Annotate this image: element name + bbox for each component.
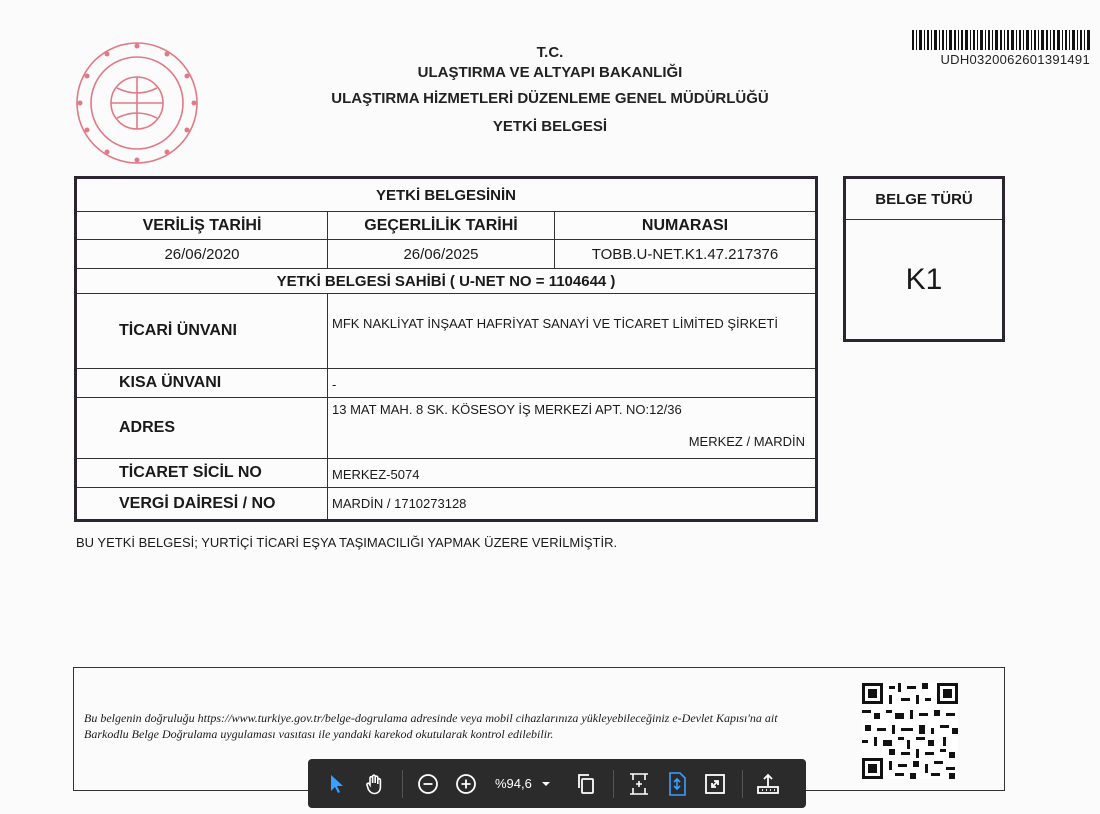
valid-date: 26/06/2025 [327,240,554,268]
header-tc: T.C. [536,44,564,61]
zoom-in-icon[interactable] [451,769,481,799]
pdf-toolbar [308,759,806,808]
document-type-value: K1 [905,263,943,296]
toolbar-separator [402,770,403,798]
address-line1: 13 MAT MAH. 8 SK. KÖSESOY İŞ MERKEZİ APT. NO:12/36 [332,402,682,417]
fullscreen-icon[interactable] [700,769,730,799]
tax-label: VERGİ DAİRESİ / NO [119,494,276,512]
short-name-value: - [327,369,815,397]
select-pointer-icon[interactable] [322,769,352,799]
short-name-row [77,369,815,398]
address-value [327,398,815,458]
page-fit-icon[interactable] [624,769,654,799]
address-row [77,398,815,459]
copy-icon[interactable] [571,769,601,799]
tax-row [77,488,815,519]
header-directorate: ULAŞTIRMA HİZMETLERİ DÜZENLEME GENEL MÜDÜRLÜĞÜ [331,90,769,107]
hand-icon[interactable] [360,769,390,799]
toolbar-separator [742,770,743,798]
col-valid-date: GEÇERLİLİK TARİHİ [327,212,554,239]
document-title: YETKİ BELGESİ [492,118,608,135]
tax-value: MARDİN / 1710273128 [327,488,815,519]
issue-date: 26/06/2020 [164,245,240,263]
upload-icon[interactable] [753,769,783,799]
certificate-table [74,176,818,522]
zoom-out-icon[interactable] [413,769,443,799]
document-type-label: BELGE TÜRÜ [846,179,1002,220]
trade-name-value: MFK NAKLİYAT İNŞAAT HAFRİYAT SANAYİ VE TİCARET LİMİTED ŞİRKETİ [327,294,815,368]
col-issue-date: VERİLİŞ TARİHİ [142,216,262,234]
toolbar-separator [613,770,614,798]
column-header-row [77,212,815,240]
ministry-seal [72,38,202,168]
certificate-number: TOBB.U-NET.K1.47.217376 [554,240,815,268]
address-line2: MERKEZ / MARDİN [688,434,805,449]
qr-code [862,683,958,779]
section-title-row [77,179,815,212]
address-label: ADRES [119,419,176,436]
section-title: YETKİ BELGESİNİN [375,186,517,204]
holder-title: YETKİ BELGESİ SAHİBİ ( U-NET NO = 1104644 ) [276,272,616,290]
holder-title-row [77,269,815,294]
barcode-number: UDH0320062601391491 [940,52,1090,67]
registry-label: TİCARET SİCİL NO [119,464,262,481]
short-name-label: KISA ÜNVANI [119,374,222,391]
barcode [912,30,1092,50]
certificate-note: BU YETKİ BELGESİ; YURTİÇİ TİCARİ EŞYA TAŞIMACILIĞI YAPMAK ÜZERE VERİLMİŞTİR. [76,535,618,550]
dates-row [77,240,815,269]
header-ministry: ULAŞTIRMA VE ALTYAPI BAKANLIĞI [417,64,683,81]
width-fit-icon[interactable] [662,769,692,799]
registry-row [77,459,815,488]
verification-text: Bu belgenin doğruluğu https://www.turkiye.gov.tr/belge-dogrulama adresinde veya mobil cihazlarınıza yükleyebileceğiniz e-Devlet Kapısı'na ait Barkodlu Belge Doğrulama uygulaması vasıtası ile yandaki karekod okutularak kontrol edilebilir. [84,711,778,741]
registry-value: MERKEZ-5074 [327,459,815,487]
trade-name-row [77,294,815,369]
zoom-dropdown-icon[interactable] [537,769,555,799]
document-type-box [843,176,1005,342]
col-number: NUMARASI [554,212,815,239]
trade-name-label: TİCARİ ÜNVANI [119,322,237,339]
zoom-level[interactable]: %94,6 [495,776,532,791]
